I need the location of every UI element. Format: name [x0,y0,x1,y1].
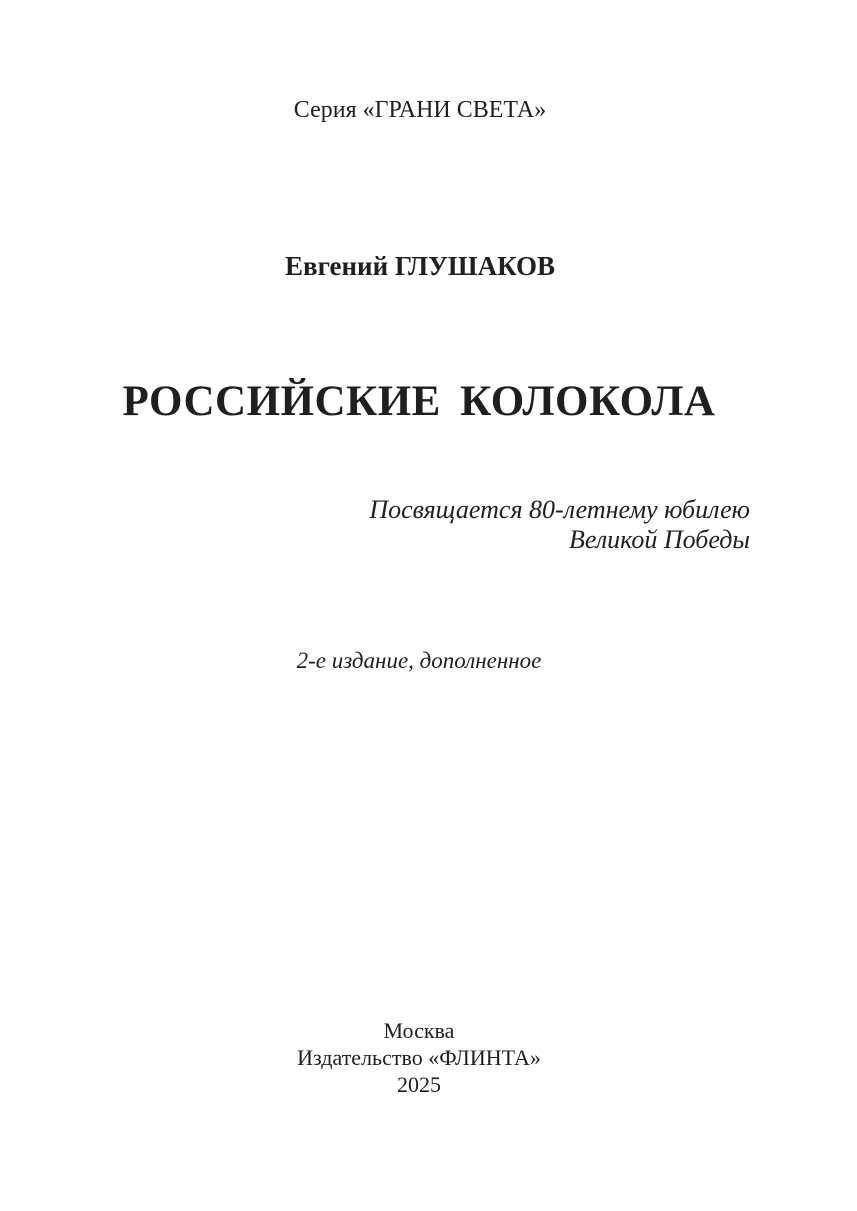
book-title: РОССИЙСКИЕ КОЛОКОЛА [122,378,716,425]
imprint-publisher: Издательство «ФЛИНТА» [297,1045,541,1070]
author-name: Евгений ГЛУШАКОВ [285,251,555,281]
imprint-year: 2025 [397,1072,441,1097]
edition-note: 2-е издание, дополненное [296,648,542,673]
imprint-city: Москва [383,1018,455,1043]
dedication-line-1: Посвящается 80-летнему юбилею [369,495,750,524]
dedication-line-2: Великой Победы [569,525,750,554]
dedication [250,495,750,555]
imprint [0,1017,838,1098]
series-line: Серия «ГРАНИ СВЕТА» [293,97,547,123]
